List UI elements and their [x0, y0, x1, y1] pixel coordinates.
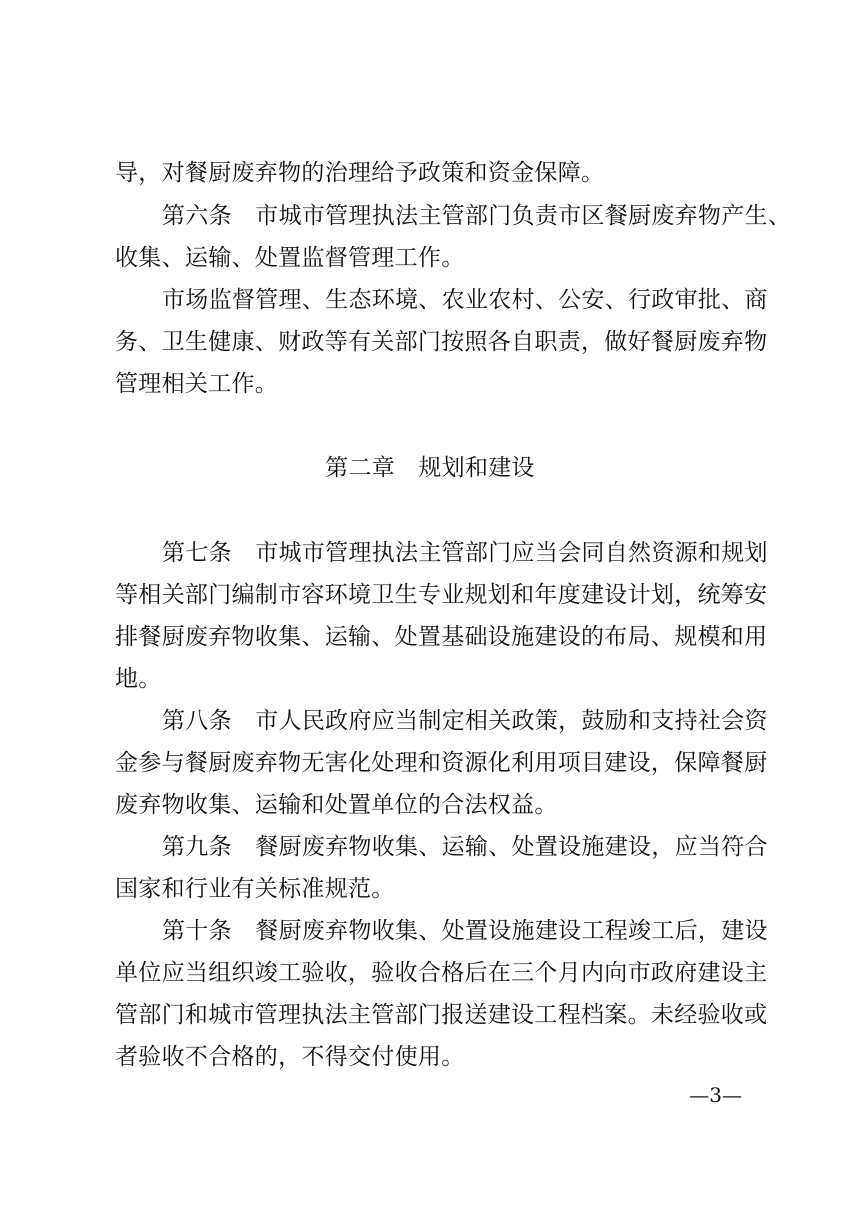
article-9-heading: 第九条 — [162, 834, 232, 860]
article-7-text-1: 市城市管理执法主管部门应当会同自然资源和规划 — [255, 540, 768, 566]
chapter-number: 第二章 — [325, 455, 396, 481]
article-10-text-4: 者验收不合格的，不得交付使用。 — [115, 1044, 465, 1070]
article-7-text-4: 地。 — [115, 666, 162, 692]
article-8-first-line — [162, 706, 768, 736]
article-7-heading: 第七条 — [162, 540, 232, 566]
article-10-text-3: 管部门和城市管理执法主管部门报送建设工程档案。未经验收或 — [115, 1002, 768, 1028]
article-7-text-2: 等相关部门编制市容环境卫生专业规划和年度建设计划，统筹安 — [115, 582, 768, 608]
article-9-text-2: 国家和行业有关标准规范。 — [115, 876, 395, 902]
article-7-text-3: 排餐厨废弃物收集、运输、处置基础设施建设的布局、规模和用 — [115, 624, 768, 650]
article-6-p2-text-1: 市场监督管理、生态环境、农业农村、公安、行政审批、商 — [162, 287, 768, 313]
intro-tail-line: 导，对餐厨废弃物的治理给予政策和资金保障。 — [115, 160, 605, 186]
article-10-heading: 第十条 — [162, 918, 232, 944]
article-8-text-2: 金参与餐厨废弃物无害化处理和资源化利用项目建设，保障餐厨 — [115, 750, 768, 776]
chapter-heading — [0, 453, 860, 483]
article-6-p2-text-2: 务、卫生健康、财政等有关部门按照各自职责，做好餐厨废弃物 — [115, 329, 768, 355]
article-6-text-1: 市城市管理执法主管部门负责市区餐厨废弃物产生、 — [255, 203, 792, 229]
article-6-heading: 第六条 — [162, 203, 232, 229]
article-9-text-1: 餐厨废弃物收集、运输、处置设施建设，应当符合 — [255, 834, 768, 860]
article-10-text-2: 单位应当组织竣工验收，验收合格后在三个月内向市政府建设主 — [115, 960, 768, 986]
chapter-title: 规划和建设 — [418, 455, 535, 481]
article-6-text-2: 收集、运输、处置监督管理工作。 — [115, 245, 465, 271]
article-10-text-1: 餐厨废弃物收集、处置设施建设工程竣工后，建设 — [255, 918, 768, 944]
article-10-first-line — [162, 916, 768, 946]
article-8-text-3: 废弃物收集、运输和处置单位的合法权益。 — [115, 792, 558, 818]
article-8-text-1: 市人民政府应当制定相关政策，鼓励和支持社会资 — [255, 708, 768, 734]
article-9-first-line — [162, 832, 768, 862]
article-8-heading: 第八条 — [162, 708, 232, 734]
article-6-p2-text-3: 管理相关工作。 — [115, 371, 279, 397]
page-number: —3— — [689, 1083, 742, 1107]
article-6-first-line — [162, 201, 791, 231]
article-7-first-line — [162, 538, 768, 568]
